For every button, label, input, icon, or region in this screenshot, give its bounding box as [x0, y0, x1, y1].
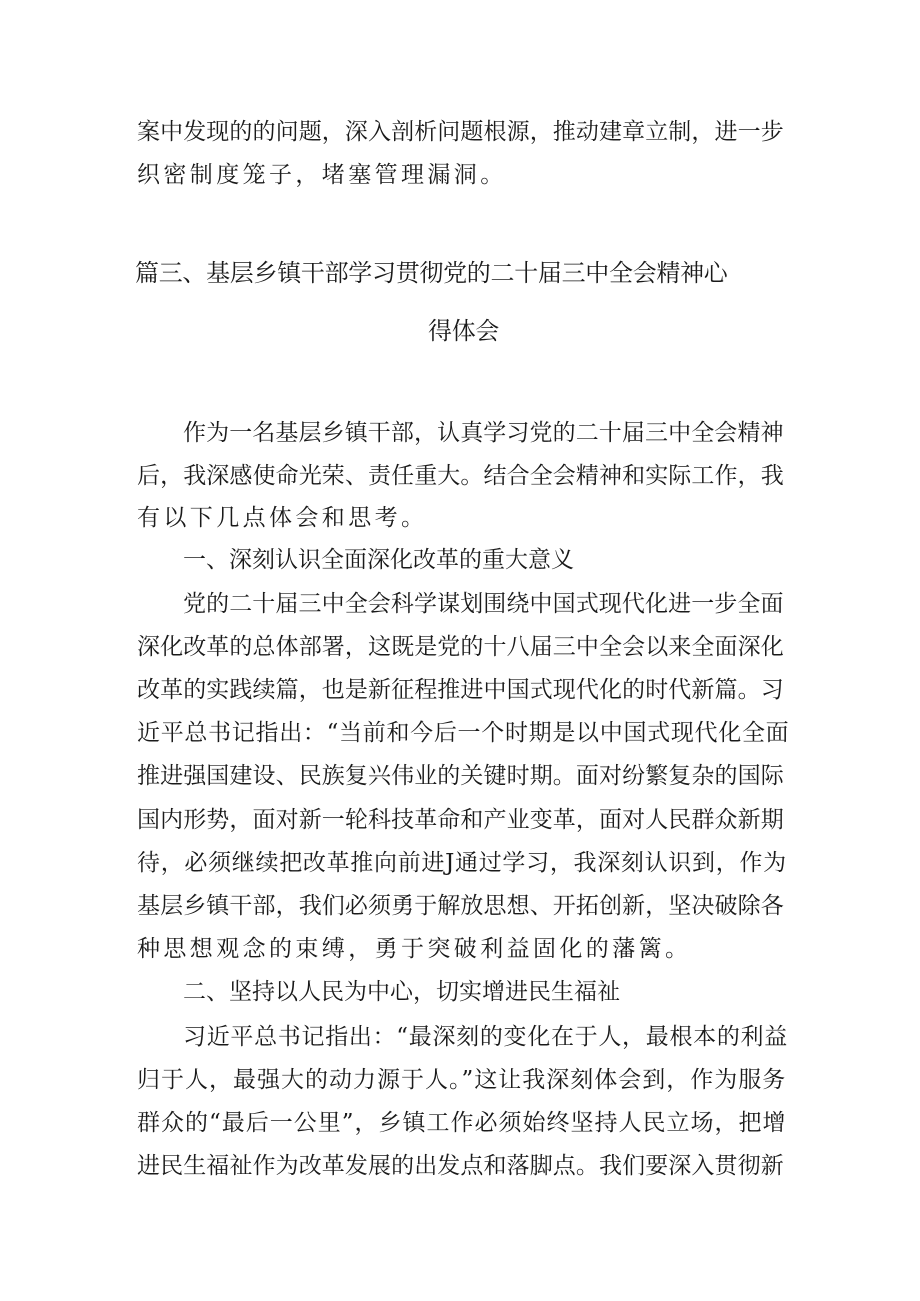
intro-line: 作为一名基层乡镇干部，认真学习党的二十届三中全会精神: [183, 420, 784, 446]
section1-line: 深化改革的总体部署，这既是党的十八届三中全会以来全面深化: [137, 634, 784, 660]
article-title-line-1: 篇三、基层乡镇干部学习贯彻党的二十届三中全会精神心: [135, 259, 728, 287]
paragraph-line: 织密制度笼子，堵塞管理漏洞。: [137, 162, 507, 188]
section1-line: 推进强国建设、民族复兴伟业的关键时期。面对纷繁复杂的国际: [137, 763, 784, 789]
section2-line: 归于人，最强大的动力源于人。”这让我深刻体会到，作为服务: [137, 1067, 787, 1093]
section2-line: 习近平总书记指出：“最深刻的变化在于人，最根本的利益: [183, 1024, 788, 1050]
section1-line: 近平总书记指出：“当前和今后一个时期是以中国式现代化全面: [137, 720, 790, 746]
intro-line: 后，我深感使命光荣、责任重大。结合全会精神和实际工作，我: [137, 463, 784, 489]
article-title-line-2: 得体会: [428, 317, 500, 345]
section-heading-2: 二、坚持以人民为中心，切实增进民生福祉: [183, 979, 620, 1005]
section-heading-1: 一、深刻认识全面深化改革的重大意义: [183, 547, 574, 573]
section1-line: 国内形势，面对新一轮科技革命和产业变革，面对人民群众新期: [137, 807, 784, 833]
section1-line: 基层乡镇干部，我们必须勇于解放思想、开拓创新，坚决破除各: [137, 893, 784, 919]
section1-line: 种思想观念的束缚，勇于突破利益固化的藩篱。: [137, 936, 692, 962]
section1-line: 党的二十届三中全会科学谋划围绕中国式现代化进一步全面: [183, 591, 784, 617]
section1-line: 待，必须继续把改革推向前进J通过学习，我深刻认识到，作为: [137, 850, 787, 876]
section2-line: 群众的“最后一公里”，乡镇工作必须始终坚持人民立场，把增: [137, 1110, 787, 1136]
paragraph-line: 案中发现的的问题，深入剖析问题根源，推动建章立制，进一步: [137, 119, 784, 145]
section1-line: 改革的实践续篇，也是新征程推进中国式现代化的时代新篇。习: [137, 677, 784, 703]
intro-line: 有以下几点体会和思考。: [137, 505, 428, 531]
section2-line: 进民生福祉作为改革发展的出发点和落脚点。我们要深入贯彻新: [137, 1153, 784, 1179]
